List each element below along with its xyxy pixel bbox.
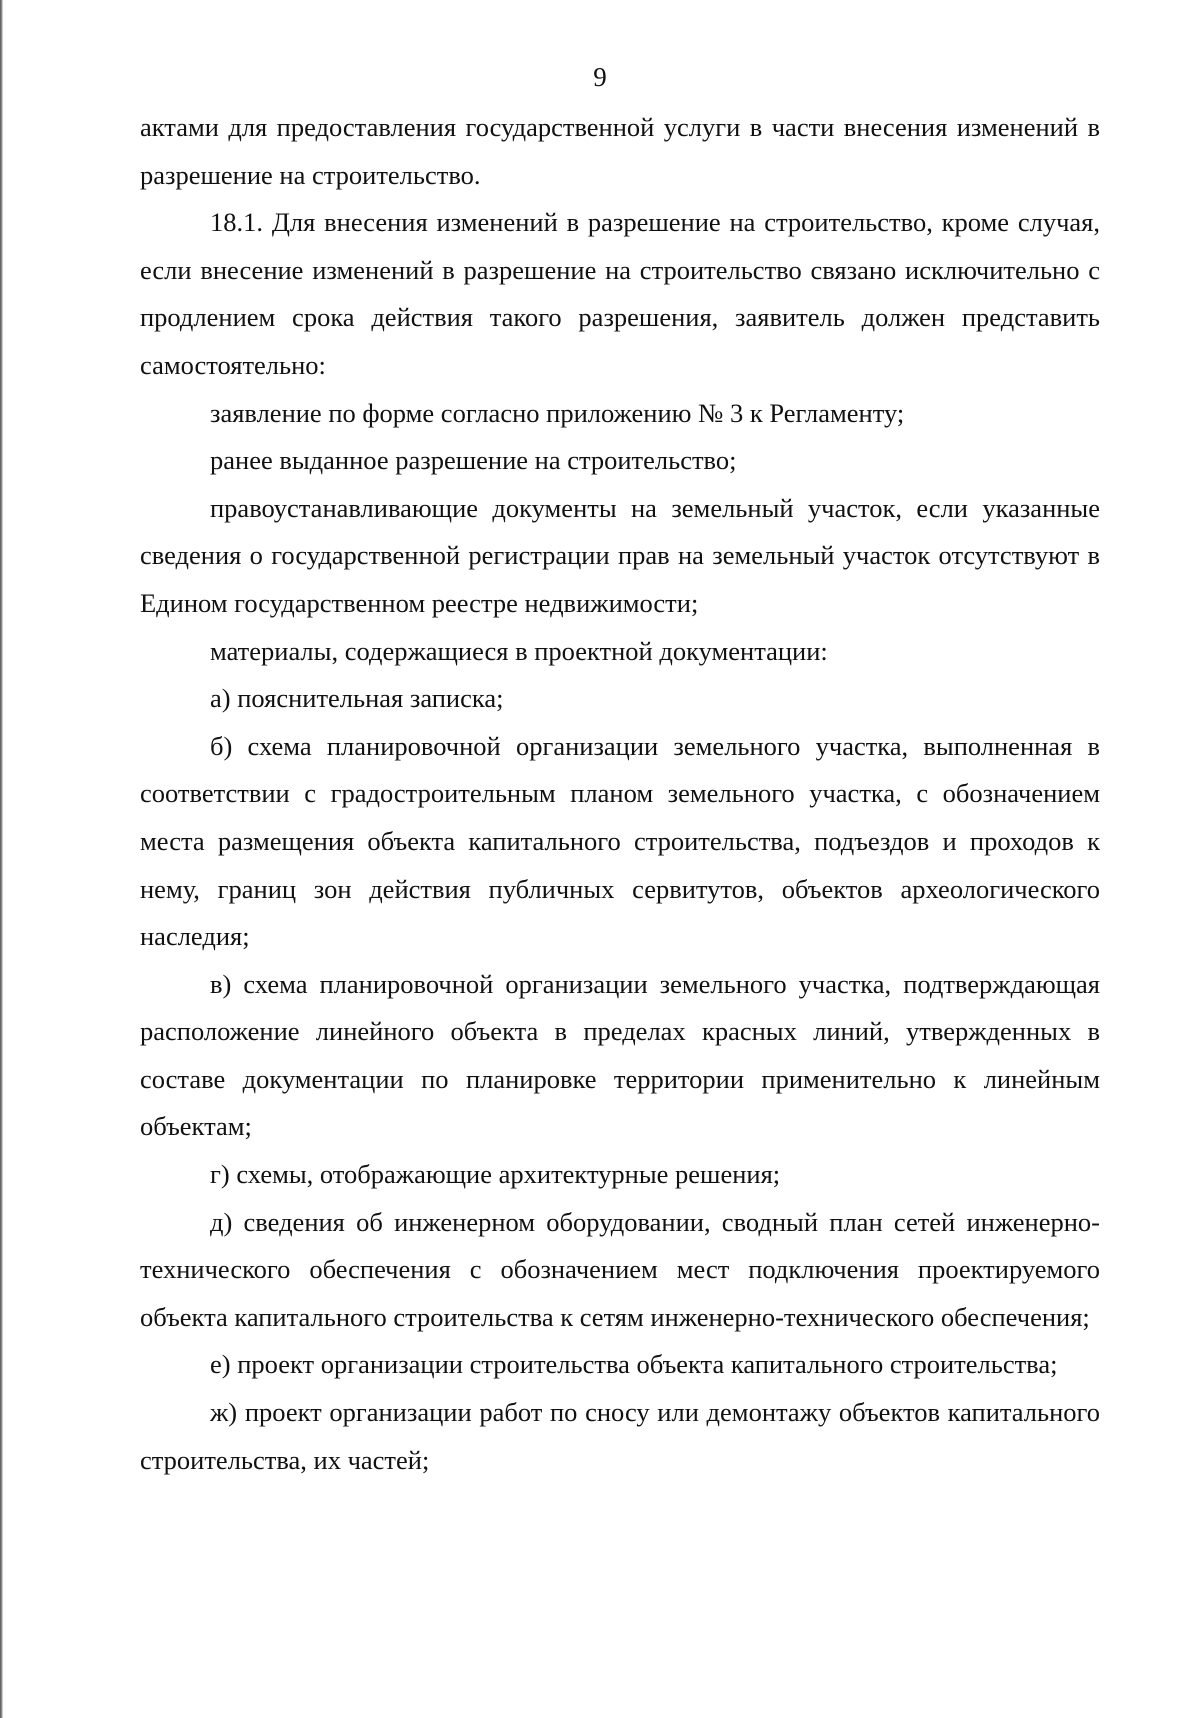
list-item-application: заявление по форме согласно приложению № 3 к Регламенту; bbox=[210, 397, 905, 428]
list-item-previous-permit: ранее выданное разрешение на строительство; bbox=[210, 445, 737, 476]
sub-item-v: в) схема планировочной организации земельного участка, подтверждающая расположение линейного объекта в пределах красных линий, утвержденных в составе документации по планировке территории применительно к линейным объектам; bbox=[140, 968, 1100, 1142]
list-item-project-materials: материалы, содержащиеся в проектной документации: bbox=[210, 635, 828, 666]
paragraph-18-1: 18.1. Для внесения изменений в разрешение на строительство, кроме случая, если внесение изменений в разрешение на строительство связано исключительно с продлением срока действия такого разрешения, заявитель должен представить самостоятельно: bbox=[140, 207, 1100, 380]
sub-item-a: а) пояснительная записка; bbox=[210, 683, 504, 714]
list-item-land-documents: правоустанавливающие документы на земельный участок, если указанные сведения о государственной регистрации прав на земельный участок отсутствуют в Едином государственном реестре недвижимости; bbox=[140, 492, 1100, 618]
sub-item-e: е) проект организации строительства объекта капитального строительства; bbox=[210, 1349, 1058, 1380]
page-number: 9 bbox=[593, 62, 607, 92]
paragraph-continuation: актами для предоставления государственной услуги в части внесения изменений в разрешение на строительство. bbox=[140, 112, 1100, 190]
sub-item-b: б) схема планировочной организации земельного участка, выполненная в соответствии с градостроительным планом земельного участка, с обозначением места размещения объекта капитального строительства, подъездов и проходов к нему, границ зон действия публичных сервитутов, объектов археологического наследия; bbox=[140, 730, 1100, 952]
scan-edge bbox=[0, 0, 3, 1718]
sub-item-g: г) схемы, отображающие архитектурные решения; bbox=[210, 1159, 781, 1190]
sub-item-d: д) сведения об инженерном оборудовании, сводный план сетей инженерно-технического обеспечения с обозначением мест подключения проектируемого объекта капитального строительства к сетям инженерно-технического обеспечения; bbox=[140, 1206, 1100, 1332]
body-text bbox=[140, 104, 1100, 1484]
sub-item-zh: ж) проект организации работ по сносу или демонтажу объектов капитального строительства, их частей; bbox=[140, 1397, 1100, 1475]
